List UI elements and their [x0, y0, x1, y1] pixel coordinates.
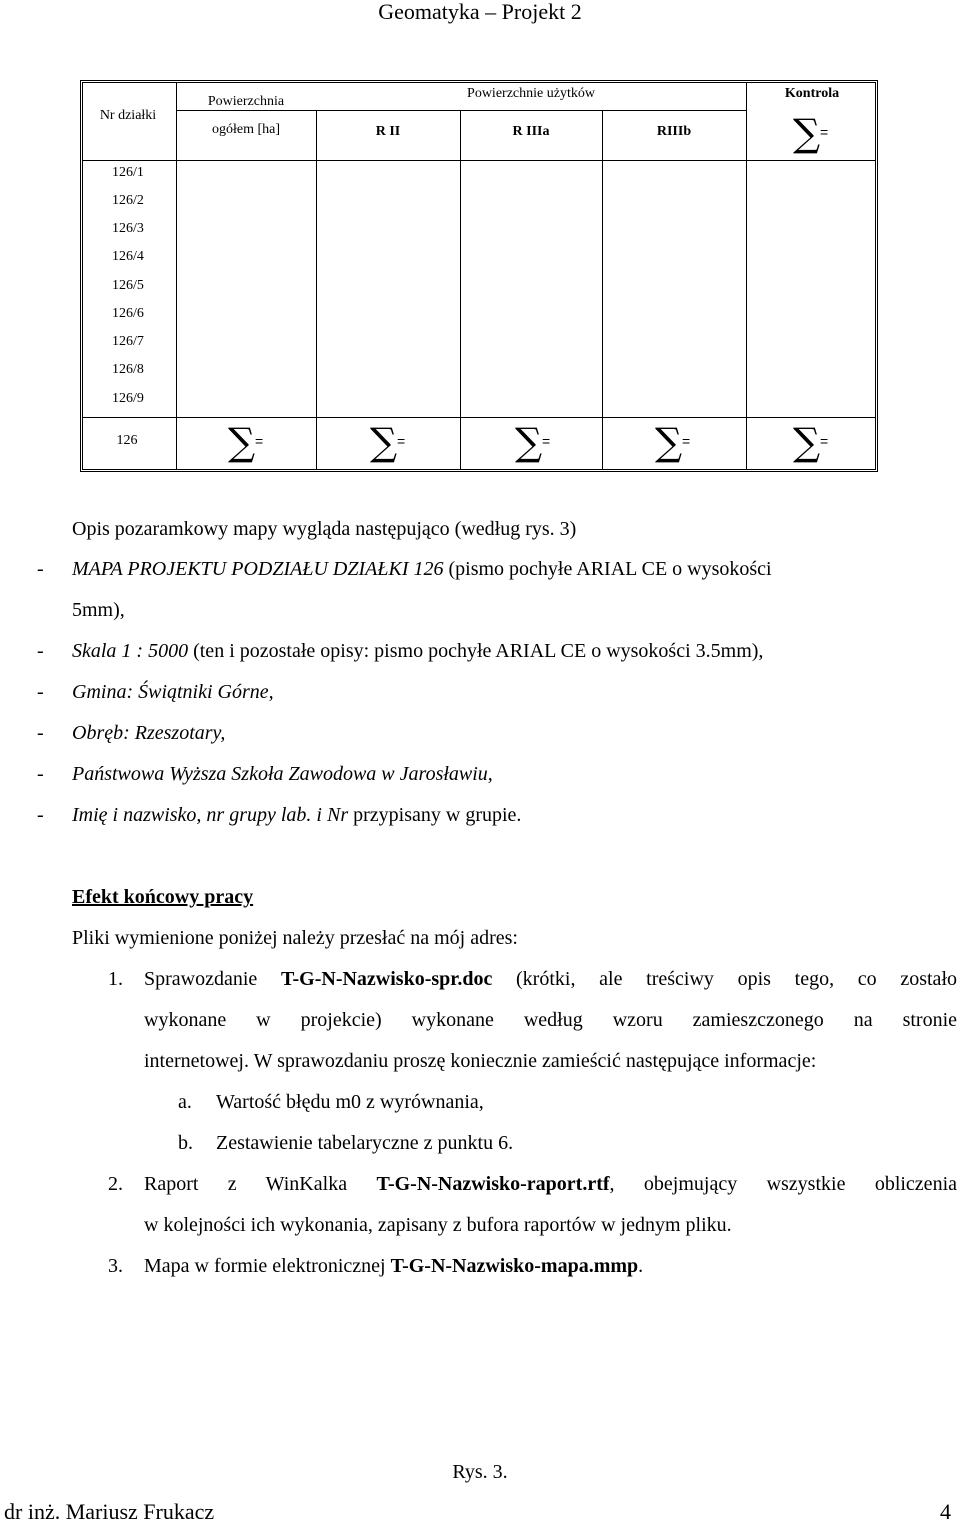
- title-italic: MAPA PROJEKTU PODZIAŁU DZIAŁKI 126: [72, 558, 444, 580]
- numbered-item-2-line2: w kolejności ich wykonania, zapisany z bufora raportów w jednym pliku.: [144, 1214, 732, 1236]
- sum-equals: =: [682, 433, 691, 449]
- table-rule: [316, 110, 317, 470]
- parcel-row-label: 126/7: [112, 334, 144, 349]
- item1-filename: T-G-N-Nazwisko-spr.doc: [281, 968, 493, 990]
- sum-symbol: ∑: [228, 420, 256, 464]
- item1-pre: Sprawozdanie: [144, 968, 281, 990]
- numbered-item-1-number: 1.: [108, 968, 123, 990]
- parcel-row-label: 126/8: [112, 362, 144, 377]
- sub-header-r2: R II: [375, 124, 401, 139]
- list-dash: -: [37, 681, 44, 703]
- sum-symbol: ∑: [515, 420, 543, 464]
- numbered-item-1-line1: [144, 967, 957, 991]
- parcel-row-label: 126/4: [112, 249, 144, 264]
- sum-equals: =: [542, 433, 551, 449]
- sub-item-a-letter: a.: [178, 1091, 192, 1113]
- name-italic: Imię i nazwisko, nr grupy lab. i Nr: [72, 804, 349, 826]
- col-header-area-line2: ogółem [ha]: [211, 122, 281, 137]
- scale-rest: (ten i pozostałe opisy: pismo pochyłe ARIAL CE o wysokości 3.5mm),: [188, 640, 764, 662]
- col-header-area-line1: Powierzchnia: [207, 94, 285, 109]
- sub-header-r3a: R IIIa: [512, 124, 550, 139]
- total-row-label: 126: [116, 433, 138, 448]
- list-item-title: [72, 557, 772, 581]
- table-rule: [602, 110, 603, 470]
- list-item-scale: [72, 639, 763, 663]
- page-header-title: Geomatyka – Projekt 2: [378, 0, 582, 24]
- footer-author: dr inż. Mariusz Frukacz: [4, 1499, 215, 1524]
- sum-equals: =: [397, 433, 406, 449]
- sum-equals: =: [820, 433, 829, 449]
- numbered-item-2-number: 2.: [108, 1173, 123, 1195]
- parcel-row-label: 126/3: [112, 221, 144, 236]
- list-dash: -: [37, 640, 44, 662]
- effect-intro: Pliki wymienione poniżej należy przesłać na mój adres:: [72, 927, 518, 949]
- table-rule: [460, 110, 461, 470]
- list-item-school: Państwowa Wyższa Szkoła Zawodowa w Jarosławiu,: [72, 763, 493, 785]
- sum-symbol: ∑: [370, 420, 398, 464]
- numbered-item-3-line1: [144, 1254, 643, 1278]
- item1-post: (krótki, ale treściwy opis tego, co zostało: [492, 968, 957, 990]
- parcel-row-label: 126/9: [112, 391, 144, 406]
- numbered-item-1-line2: wykonane w projekcie) wykonane według wzoru zamieszczonego na stronie: [144, 1009, 957, 1031]
- list-dash: -: [37, 804, 44, 826]
- item3-post: .: [638, 1255, 644, 1277]
- sum-symbol: ∑: [655, 420, 683, 464]
- scale-italic: Skala 1 : 5000: [72, 640, 189, 662]
- item2-filename: T-G-N-Nazwisko-raport.rtf: [376, 1173, 610, 1195]
- col-header-nr: Nr działki: [99, 108, 157, 123]
- name-rest: przypisany w grupie.: [348, 804, 522, 826]
- list-dash: -: [37, 558, 44, 580]
- list-item-gmina: Gmina: Świątniki Górne,: [72, 681, 274, 703]
- sum-equals: =: [255, 433, 264, 449]
- list-item-title-cont: 5mm),: [72, 599, 125, 621]
- intro-text: Opis pozaramkowy mapy wygląda następująco (według rys. 3): [72, 518, 577, 540]
- table-rule: [176, 82, 177, 470]
- sum-symbol: ∑: [793, 111, 821, 155]
- item3-pre: Mapa w formie elektronicznej: [144, 1255, 391, 1277]
- numbered-item-2-line1: [144, 1172, 957, 1196]
- list-item-obreb: Obręb: Rzeszotary,: [72, 722, 226, 744]
- numbered-item-1-line3: internetowej. W sprawozdaniu proszę koniecznie zamieścić następujące informacje:: [144, 1050, 817, 1072]
- sub-header-r3b: RIIIb: [656, 124, 692, 139]
- parcel-row-label: 126/5: [112, 278, 144, 293]
- parcel-row-label: 126/1: [112, 165, 144, 180]
- table-rule: [176, 110, 746, 111]
- sum-equals: =: [820, 124, 829, 140]
- effect-heading: Efekt końcowy pracy: [72, 886, 254, 908]
- sub-item-a-text: Wartość błędu m0 z wyrównania,: [216, 1091, 484, 1113]
- list-dash: -: [37, 722, 44, 744]
- parcel-row-label: 126/6: [112, 306, 144, 321]
- figure-caption: Rys. 3.: [452, 1461, 508, 1483]
- numbered-item-3-number: 3.: [108, 1255, 123, 1277]
- item2-post: , obejmujący wszystkie obliczenia: [609, 1173, 957, 1195]
- footer-page-number: 4: [940, 1499, 951, 1524]
- table-rule: [82, 160, 876, 161]
- sub-item-b-letter: b.: [178, 1132, 193, 1154]
- title-rest: (pismo pochyłe ARIAL CE o wysokości: [443, 558, 772, 580]
- list-item-name: [72, 803, 521, 827]
- sum-symbol: ∑: [793, 420, 821, 464]
- list-dash: -: [37, 763, 44, 785]
- col-header-control: Kontrola: [784, 86, 840, 101]
- item2-pre: Raport z WinKalka: [144, 1173, 377, 1195]
- parcel-row-label: 126/2: [112, 193, 144, 208]
- table-rule: [82, 417, 876, 418]
- col-header-uses: Powierzchnie użytków: [467, 86, 595, 101]
- table-rule: [746, 82, 747, 470]
- item3-filename: T-G-N-Nazwisko-mapa.mmp: [390, 1255, 639, 1277]
- sub-item-b-text: Zestawienie tabelaryczne z punktu 6.: [216, 1132, 514, 1154]
